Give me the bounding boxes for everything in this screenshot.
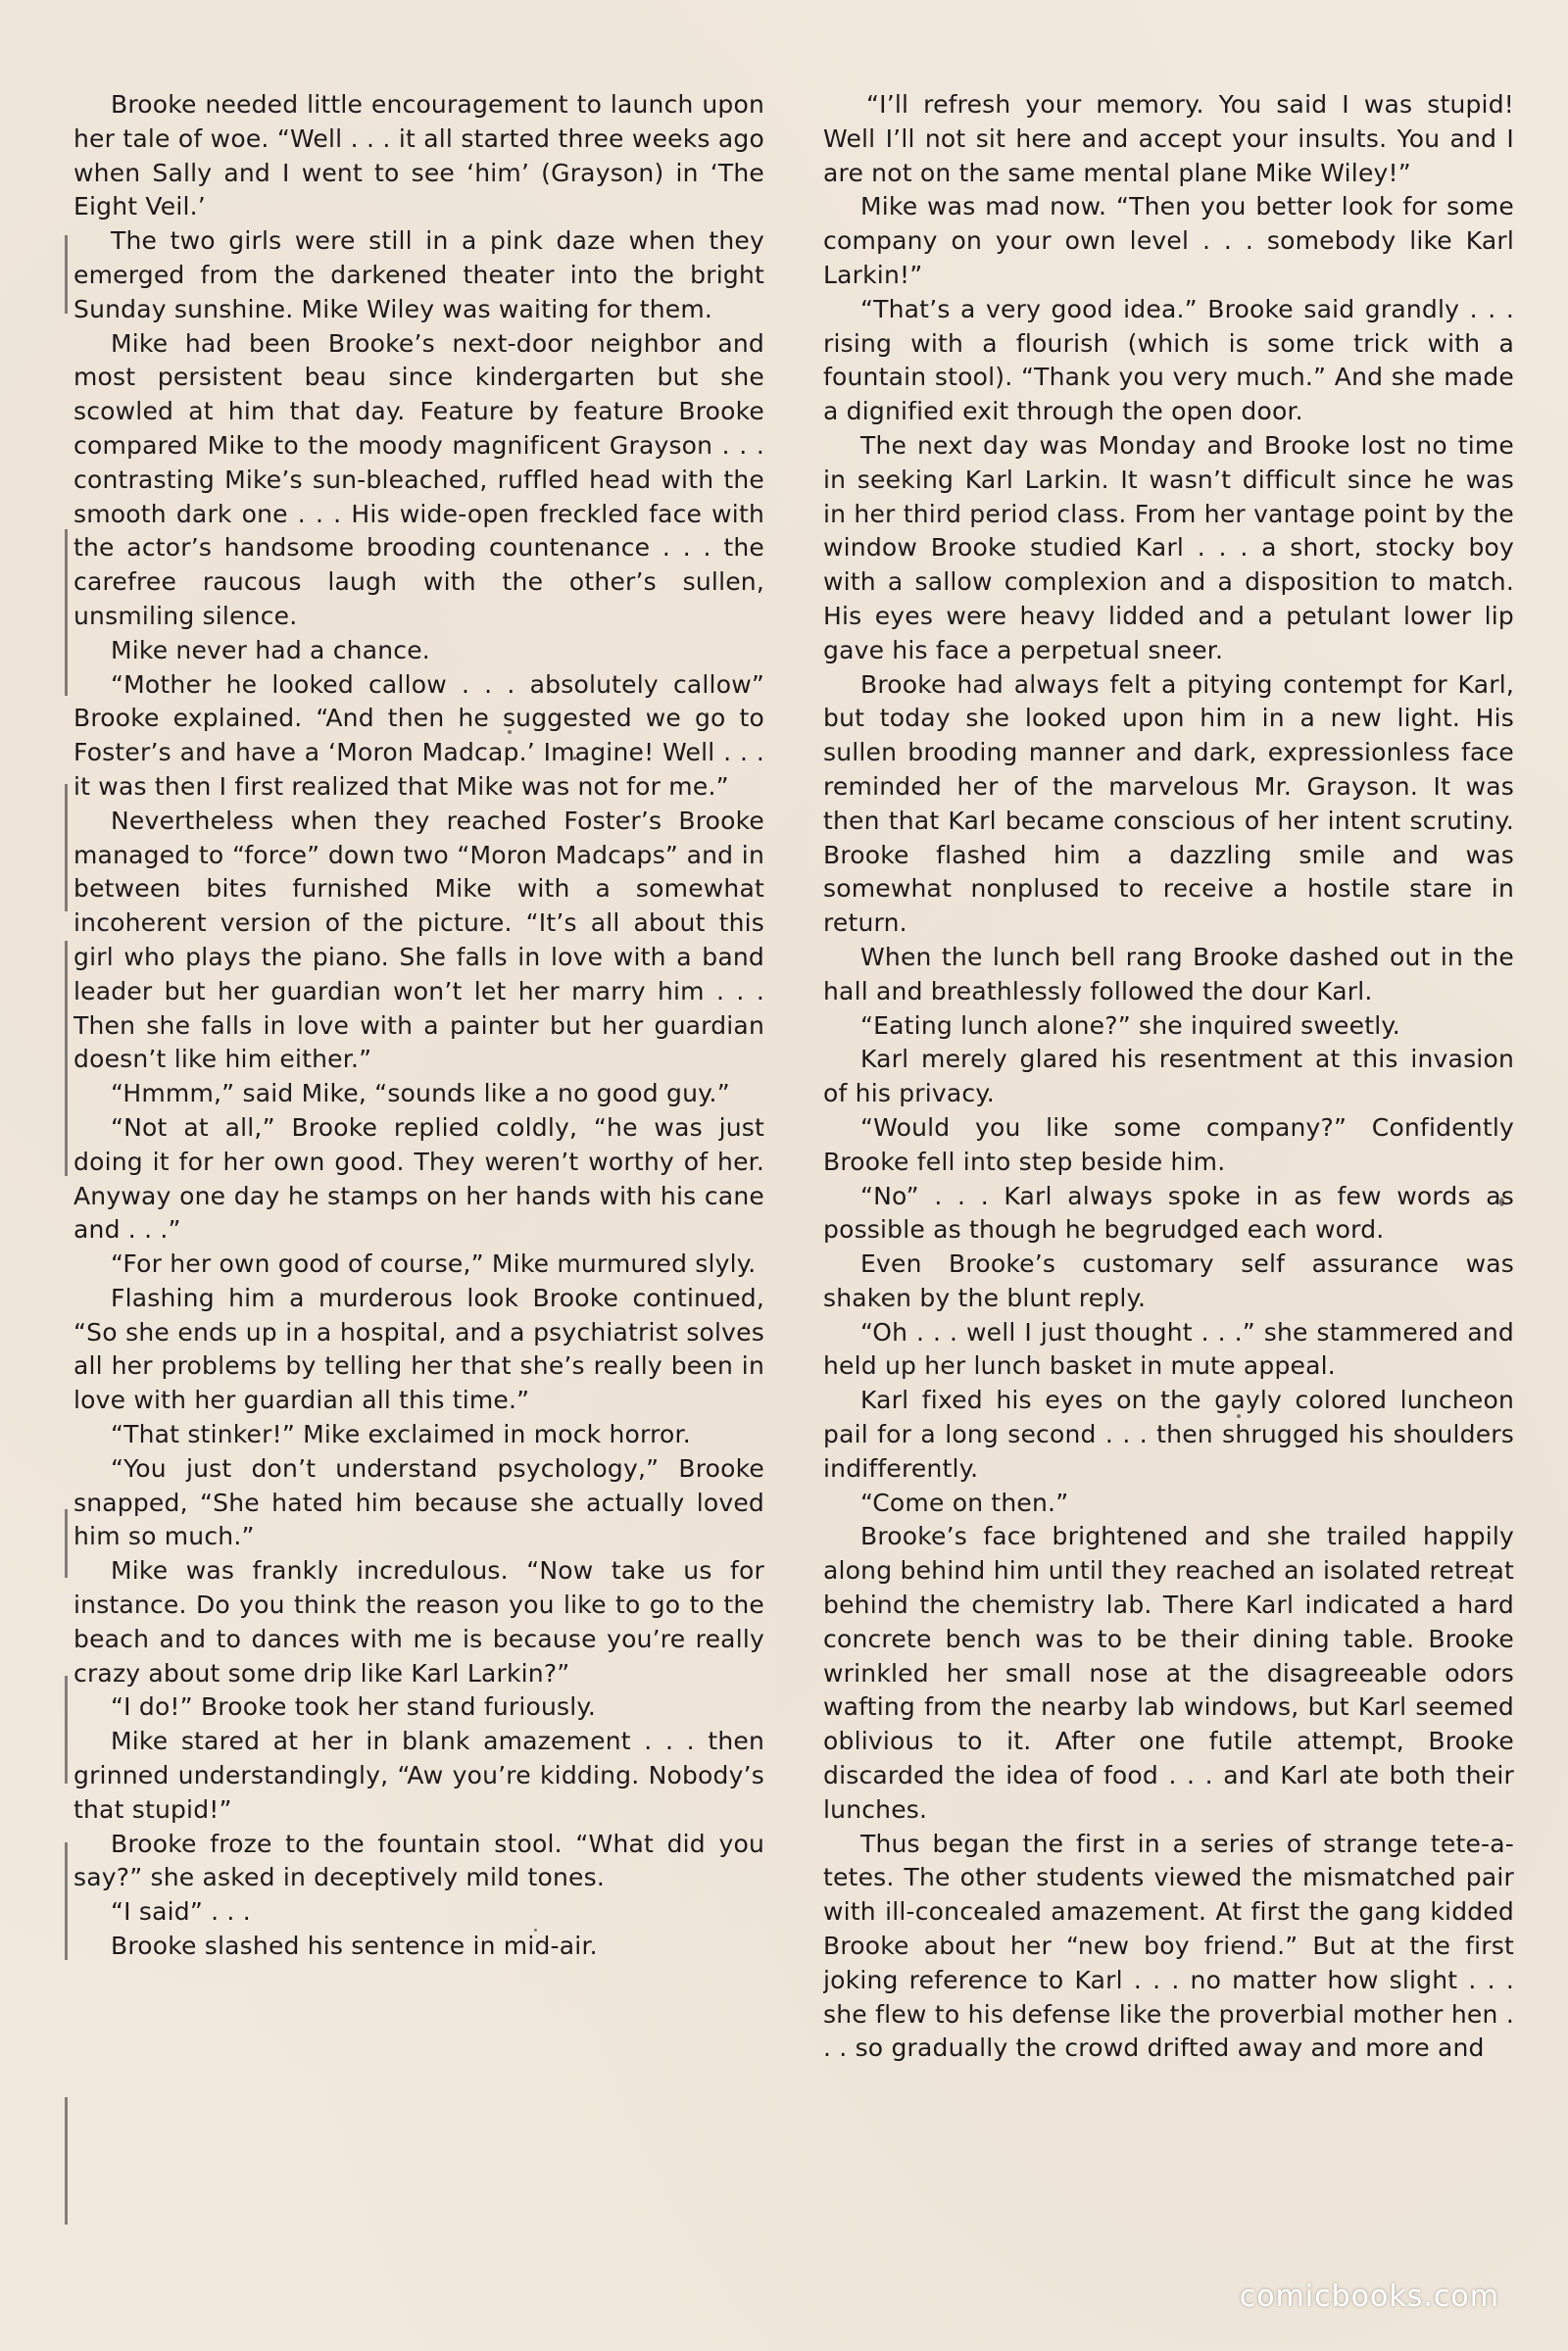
paragraph: Brooke had always felt a pitying contempt for Karl, but today she looked upon him in a new light. His sullen brooding manner and dark, expressionless face reminded her of the marvelous Mr. Grayson. It was then that Karl became conscious of her intent scrutiny. Brooke flashed him a dazzling smile and was somewhat nonplused to receive a hostile stare in return. (823, 669, 1514, 938)
paragraph: Brooke froze to the fountain stool. “What did you say?” she asked in deceptively mild tones. (74, 1829, 764, 1892)
paragraph: Karl merely glared his resentment at this invasion of his privacy. (823, 1045, 1514, 1108)
paragraph: Brooke needed little encouragement to launch upon her tale of woe. “Well . . . it all started three weeks ago when Sally and I went to see ‘him’ (Grayson) in ‘The Eight Veil.’ (74, 90, 764, 221)
paragraph: When the lunch bell rang Brooke dashed out in the hall and breathlessly followed the dour Karl. (823, 942, 1514, 1005)
watermark: comicbooks.com (1239, 2279, 1499, 2314)
paragraph: “For her own good of course,” Mike murmured slyly. (111, 1249, 757, 1279)
left-text-column (74, 88, 764, 2259)
paragraph: The two girls were still in a pink daze when they emerged from the darkened theater into the bright Sunday sunshine. Mike Wiley was waiting for them. (74, 226, 764, 323)
paragraph: “That’s a very good idea.” Brooke said grandly . . . rising with a flourish (which is some trick with a fountain stool). “Thank you very much.” And she made a dignified exit through the open door. (823, 294, 1514, 426)
print-margin-mark (65, 1509, 68, 1578)
paragraph: Mike never had a chance. (111, 635, 430, 664)
paragraph: “Come on then.” (860, 1488, 1069, 1517)
paragraph: Mike was mad now. “Then you better look for some company on your own level . . . somebody like Karl Larkin!” (823, 192, 1514, 289)
paragraph: “Oh . . . well I just thought . . .” she stammered and held up her lunch basket in mute appeal. (823, 1317, 1514, 1381)
paragraph: “You just don’t understand psychology,” Brooke snapped, “She hated him because she actually loved him so much.” (74, 1453, 764, 1551)
paragraph: Mike was frankly incredulous. “Now take us for instance. Do you think the reason you like to go to the beach and to dances with me is because you’re really crazy about some drip like Karl Larkin?” (74, 1556, 764, 1688)
paragraph: “Not at all,” Brooke replied coldly, “he was just doing it for her own good. They weren’t worthy of her. Anyway one day he stamps on her hands with his cane and . . .” (74, 1112, 764, 1245)
print-margin-mark (65, 235, 68, 314)
paragraph: Thus began the first in a series of strange tete-a-tetes. The other students viewed the mismatched pair with ill-concealed amazement. At first the gang kidded Brooke about her “new boy friend.” But at the first joking reference to Karl . . . no matter how slight . . . she flew to his defense like the proverbial mother hen . . . so gradually the crowd drifted away and more and (823, 1829, 1514, 2063)
paragraph: “Would you like some company?” Confidently Brooke fell into step beside him. (823, 1112, 1514, 1176)
paragraph: Mike had been Brooke’s next-door neighbor and most persistent beau since kindergarten but she scowled at him that day. Feature by feature Brooke compared Mike to the moody magnificent Grayson . . . contrasting Mike’s sun-bleached, ruffled head with the smooth dark one . . . His wide-open freckled face with the actor’s handsome brooding countenance . . . the carefree raucous laugh with the other’s sullen, unsmiling silence. (74, 328, 764, 630)
paragraph: Nevertheless when they reached Foster’s Brooke managed to “force” down two “Moron Madcaps” and in between bites furnished Mike with a somewhat incoherent version of the picture. “It’s all about this girl who plays the piano. She falls in love with a band leader but her guardian won’t let her marry him . . . Then she falls in love with a painter but her guardian doesn’t like him either.” (74, 806, 764, 1074)
paragraph: “Eating lunch alone?” she inquired sweetly. (860, 1010, 1400, 1040)
paragraph: The next day was Monday and Brooke lost no time in seeking Karl Larkin. It wasn’t difficult since he was in her third period class. From her vantage point by the window Brooke studied Karl . . . a short, stocky boy with a sallow complexion and a disposition to match. His eyes were heavy lidded and a petulant lower lip gave his face a perpetual sneer. (823, 430, 1514, 664)
paragraph: “I do!” Brooke took her stand furiously. (111, 1692, 596, 1722)
print-margin-mark (65, 529, 68, 696)
print-margin-mark (65, 941, 68, 1176)
paragraph: “Mother he looked callow . . . absolutely callow” Brooke explained. “And then he suggested we go to Foster’s and have a ‘Moron Madcap.’ Imagine! Well . . . it was then I first realized that Mike was not for me.” (74, 669, 764, 801)
paragraph: “No” . . . Karl always spoke in as few words as possible as though he begrudged each word. (823, 1181, 1514, 1245)
paragraph: Mike stared at her in blank amazement . . . then grinned understandingly, “Aw you’re kidding. Nobody’s that stupid!” (74, 1727, 764, 1824)
paragraph: “I said” . . . (111, 1897, 251, 1927)
paragraph: Brooke’s face brightened and she trailed happily along behind him until they reached an isolated retreat behind the chemistry lab. There Karl indicated a hard concrete bench was to be their dining table. Brooke wrinkled her small nose at the disagreeable odors wafting from the nearby lab windows, but Karl seemed oblivious to it. After one futile attempt, Brooke discarded the idea of food . . . and Karl ate both their lunches. (823, 1522, 1514, 1824)
paragraph: Flashing him a murderous look Brooke continued, “So she ends up in a hospital, and a psychiatrist solves all her problems by telling her that she’s really been in love with her guardian all this time.” (74, 1283, 764, 1415)
paragraph: “I’ll refresh your memory. You said I was stupid! Well I’ll not sit here and accept your insults. You and I are not on the same mental plane Mike Wiley!” (823, 90, 1514, 187)
print-margin-mark (65, 2097, 68, 2225)
paragraph: “Hmmm,” said Mike, “sounds like a no good guy.” (111, 1079, 730, 1108)
print-margin-mark (65, 1842, 68, 1960)
paragraph: “That stinker!” Mike exclaimed in mock horror. (111, 1420, 691, 1449)
paragraph: Karl fixed his eyes on the gayly colored luncheon pail for a long second . . . then shrugged his shoulders indifferently. (823, 1386, 1514, 1483)
print-margin-mark (65, 1676, 68, 1784)
print-margin-mark (65, 784, 68, 911)
paragraph: Even Brooke’s customary self assurance was shaken by the blunt reply. (823, 1249, 1514, 1312)
paragraph: Brooke slashed his sentence in mid-air. (111, 1932, 598, 1961)
right-text-column (823, 88, 1514, 2259)
